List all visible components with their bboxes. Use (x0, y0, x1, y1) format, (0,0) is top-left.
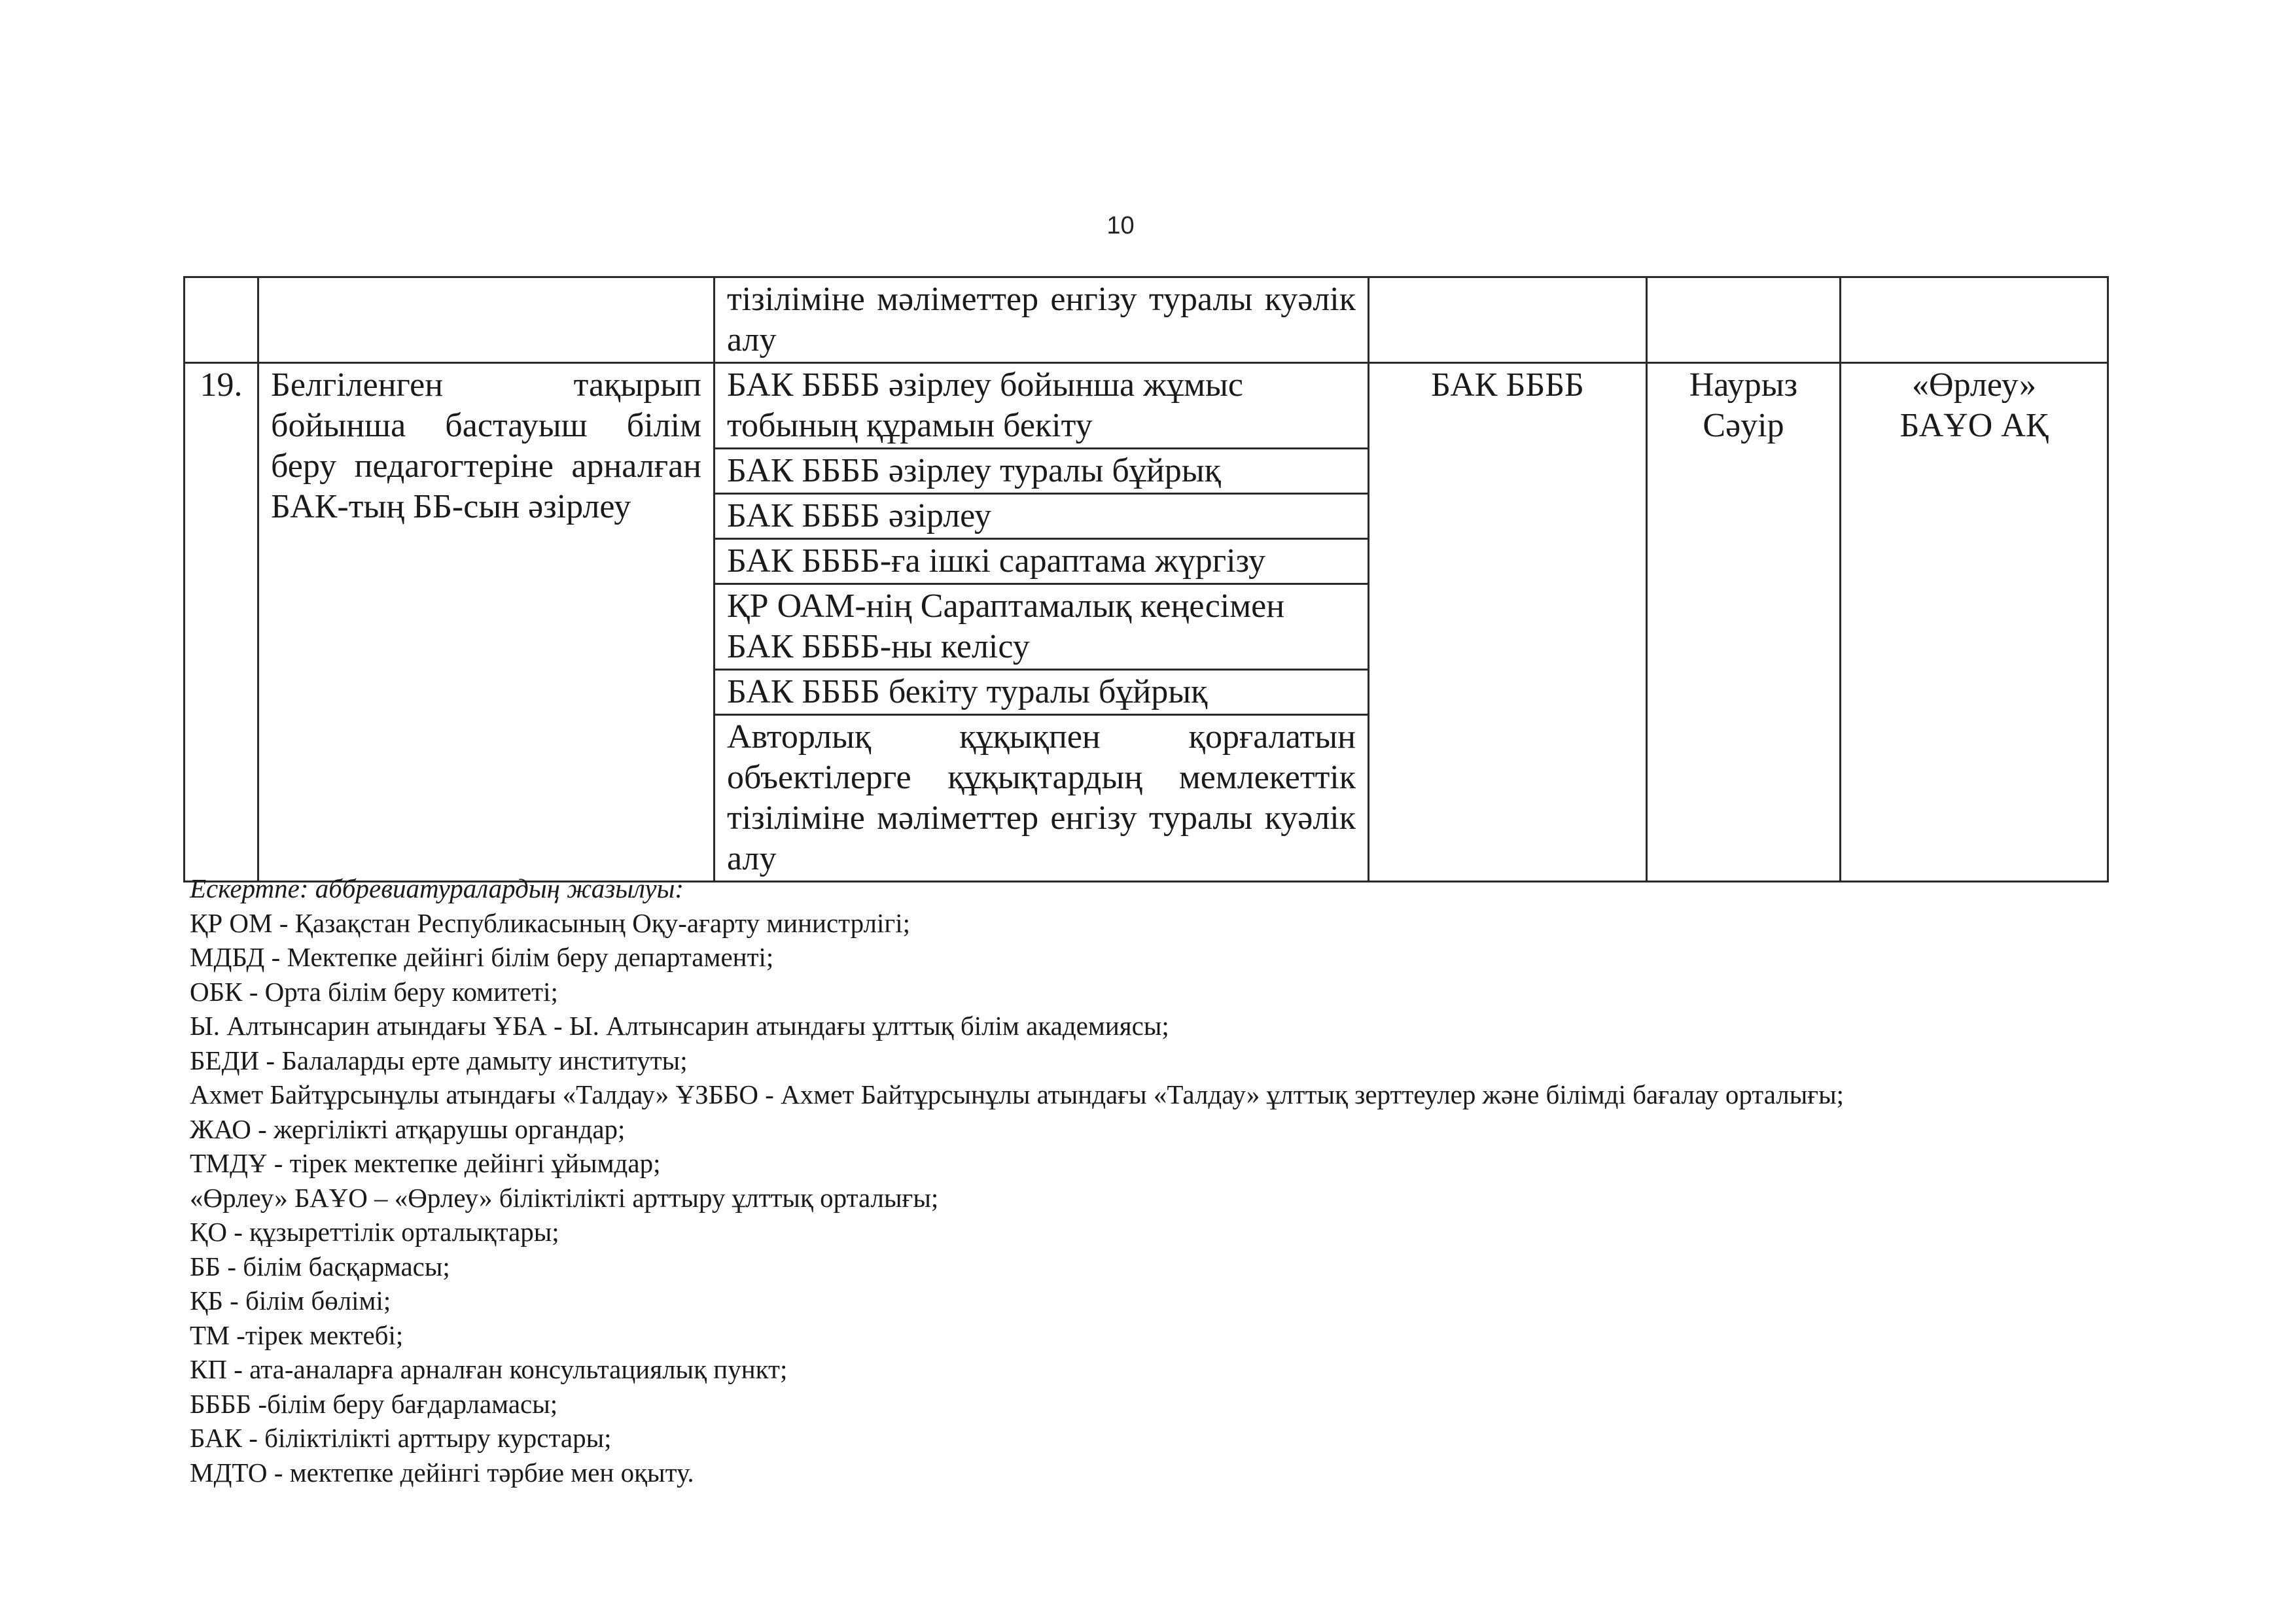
responsible-cell (1841, 277, 2108, 363)
result-cell (1369, 277, 1647, 363)
step-2: БАК ББББ әзірлеу туралы бұйрық (715, 449, 1369, 494)
abbreviation-item: ҚО - құзыреттілік орталықтары; (190, 1217, 559, 1247)
table-row-continuation (185, 277, 2108, 363)
row-number: 19. (185, 363, 258, 882)
abbreviation-item: ҚБ - білім бөлімі; (190, 1285, 391, 1316)
row-topic-line: беру педагогтеріне арналған (271, 447, 701, 485)
abbreviation-item: ББ - білім басқармасы; (190, 1251, 450, 1282)
row-topic-line: БАК-тың ББ-сын әзірлеу (271, 488, 631, 525)
step-6: БАК ББББ бекіту туралы бұйрық (715, 670, 1369, 715)
result-cell: БАК ББББ (1369, 363, 1647, 882)
deadline-month: Сәуір (1703, 407, 1784, 444)
abbreviation-item: ОБК - Орта білім беру комитеті; (190, 976, 558, 1007)
abbreviation-item: ББББ -білім беру бағдарламасы; (190, 1388, 558, 1419)
abbreviation-item: «Өрлеу» БАҰО – «Өрлеу» біліктілікті арттыру ұлттық орталығы; (190, 1182, 939, 1213)
action-plan-table (183, 276, 2109, 882)
abbreviation-item: БАК - біліктілікті арттыру курстары; (190, 1423, 612, 1453)
step-3: БАК ББББ әзірлеу (715, 494, 1369, 539)
abbreviation-item: ҚР ОМ - Қазақстан Республикасының Оқу-ағарту министрлігі; (190, 907, 910, 938)
step-4: БАК ББББ-ға ішкі сараптама жүргізу (715, 539, 1369, 584)
notes-heading: Ескертпе: аббревиатуралардың жазылуы: (190, 873, 684, 903)
number-cell (185, 277, 258, 363)
abbreviation-item: КП - ата-аналарға арналған консультациялық пункт; (190, 1354, 788, 1384)
responsible-line: БАҰО АҚ (1899, 407, 2049, 444)
abbreviation-item: ТМДҰ - тірек мектепке дейінгі ұйымдар; (190, 1148, 661, 1178)
step-5: ҚР ОАМ-нің Сараптамалық кеңесімен БАК ББББ-ны келісу (715, 584, 1369, 670)
abbreviation-item: ЖАО - жергілікті атқарушы органдар; (190, 1113, 626, 1144)
row-topic (258, 363, 715, 882)
abbreviation-item: ТМ -тірек мектебі; (190, 1319, 404, 1350)
abbreviations-notes (190, 871, 2251, 1490)
abbreviation-item: МДБД - Мектепке дейінгі білім беру департаменті; (190, 942, 774, 972)
row-topic-line: бойынша бастауыш білім (271, 407, 701, 444)
activity-cell: тізіліміне мәліметтер енгізу туралы куәлік алу (715, 277, 1369, 363)
abbreviation-item: Ахмет Байтұрсынұлы атындағы «Талдау» ҰЗББО - Ахмет Байтұрсынұлы атындағы «Талдау» ұлттық зерттеулер және білімді бағалау орталығы; (190, 1079, 1845, 1109)
responsible-cell (1841, 363, 2108, 882)
page-number: 10 (1106, 212, 1135, 239)
abbreviation-item: БЕДИ - Балаларды ерте дамыту институты; (190, 1045, 688, 1075)
deadline-month: Наурыз (1689, 366, 1798, 404)
step-1: БАК ББББ әзірлеу бойынша жұмыс тобының құрамын бекіту (715, 363, 1369, 449)
responsible-line: «Өрлеу» (1912, 366, 2036, 404)
topic-cell (258, 277, 715, 363)
row-topic-line: Белгіленген тақырып (271, 366, 701, 404)
step-7: Авторлық құқықпен қорғалатын объектілерге құқықтардың мемлекеттік тізіліміне мәліметтер енгізу туралы куәлік алу (715, 715, 1369, 882)
table-row-19 (185, 363, 2108, 449)
abbreviation-item: МДТО - мектепке дейінгі тәрбие мен оқыту. (190, 1457, 694, 1488)
deadline-cell (1647, 363, 1841, 882)
abbreviation-item: Ы. Алтынсарин атындағы ҰБА - Ы. Алтынсарин атындағы ұлттық білім академиясы; (190, 1011, 1169, 1041)
deadline-cell (1647, 277, 1841, 363)
